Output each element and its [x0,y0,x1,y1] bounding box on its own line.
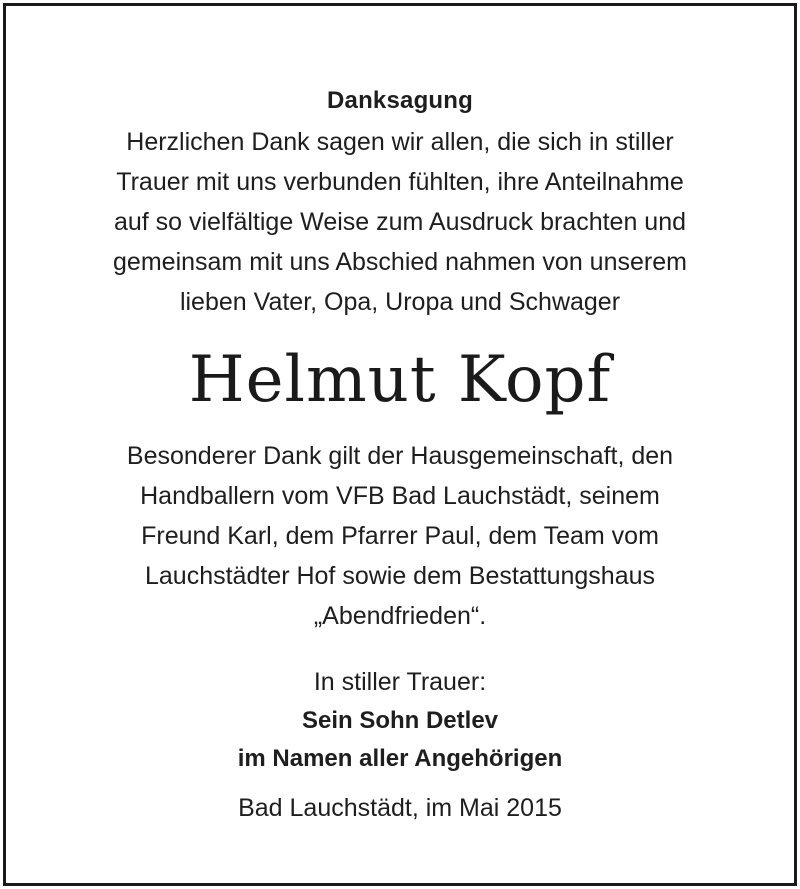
thanks-line: Freund Karl, dem Pfarrer Paul, dem Team vom [141,522,659,550]
thanks-line: „Abendfrieden“. [313,602,487,630]
thanks-line: Besonderer Dank gilt der Hausgemeinschaft, den [126,442,674,470]
intro-line: lieben Vater, Opa, Uropa und Schwager [179,288,621,316]
intro-line: auf so vielfältige Weise zum Ausdruck brachten und [113,208,687,236]
intro-line: Herzlichen Dank sagen wir allen, die sich in stiller [126,128,674,156]
obituary-card [3,3,797,886]
deceased-name: Helmut Kopf [188,343,612,417]
obituary-content [6,6,794,828]
signoff-family: im Namen aller Angehörigen [237,745,563,772]
heading: Danksagung [326,87,474,114]
signoff-label: In stiller Trauer: [313,668,487,696]
signoff-name: Sein Sohn Detlev [301,707,499,734]
place-date: Bad Lauchstädt, im Mai 2015 [238,794,562,822]
thanks-line: Handballern vom VFB Bad Lauchstädt, seinem [140,482,660,510]
intro-line: gemeinsam mit uns Abschied nahmen von unserem [113,248,687,276]
intro-paragraph [6,122,794,322]
thanks-paragraph [6,436,794,636]
thanks-line: Lauchstädter Hof sowie dem Bestattungshaus [144,562,656,590]
intro-line: Trauer mit uns verbunden fühlten, ihre Anteilnahme [116,168,684,196]
